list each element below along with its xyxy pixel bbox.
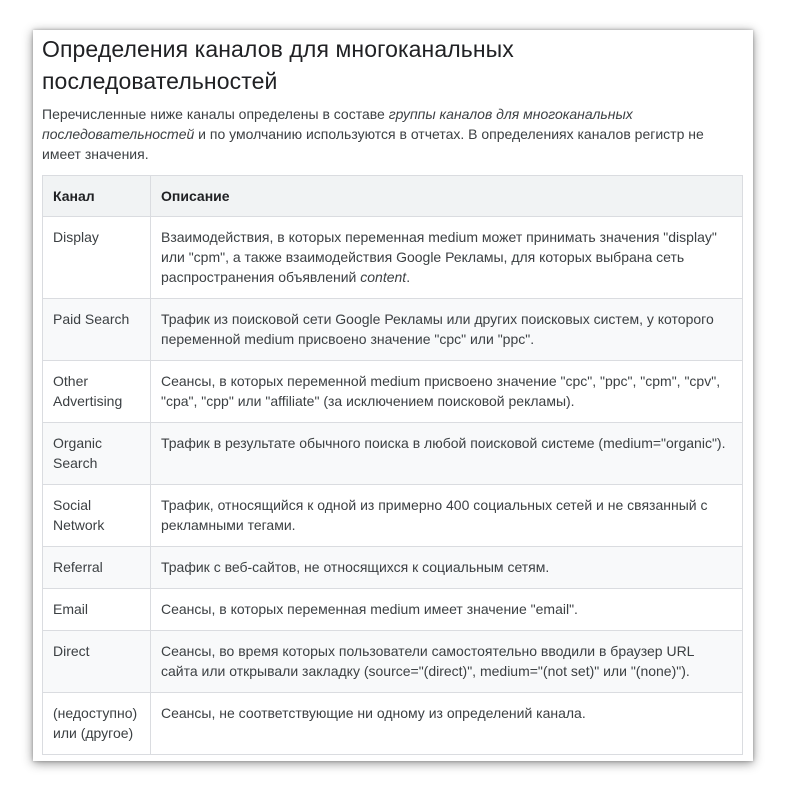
- header-channel: Канал: [43, 176, 151, 217]
- table-row: [43, 217, 743, 299]
- page-title: Определения каналов для многоканальных последовательностей: [42, 36, 514, 94]
- description-cell: Трафик с веб-сайтов, не относящихся к социальным сетям.: [151, 547, 743, 589]
- table-row: [43, 631, 743, 693]
- channel-cell: Referral: [43, 547, 151, 589]
- document-content: [42, 33, 744, 755]
- channel-cell: Direct: [43, 631, 151, 693]
- intro-text-end: и по умолчанию используются в отчетах. В определениях каналов регистр не имеет значения.: [42, 126, 704, 162]
- channel-cell: Paid Search: [43, 299, 151, 361]
- table-row: [43, 299, 743, 361]
- description-cell: Сеансы, во время которых пользователи самостоятельно вводили в браузер URL сайта или открывали закладку (source="(direct)", medium="(not set)" или "(none)").: [151, 631, 743, 693]
- table-row: [43, 693, 743, 755]
- document-card: [33, 30, 753, 761]
- description-cell: Сеансы, не соответствующие ни одному из определений канала.: [151, 693, 743, 755]
- description-cell: Трафик в результате обычного поиска в любой поисковой системе (medium="organic").: [151, 423, 743, 485]
- channel-cell: (недоступно) или (другое): [43, 693, 151, 755]
- description-cell: [151, 217, 743, 299]
- channel-cell: Display: [43, 217, 151, 299]
- table-row: [43, 589, 743, 631]
- header-description: Описание: [151, 176, 743, 217]
- description-cell: Сеансы, в которых переменная medium имеет значение "email".: [151, 589, 743, 631]
- table-row: [43, 485, 743, 547]
- table-row: [43, 547, 743, 589]
- description-emphasis: content: [360, 269, 407, 285]
- intro-paragraph: [42, 104, 744, 164]
- table-header-row: [43, 176, 743, 217]
- description-cell: Трафик, относящийся к одной из примерно 400 социальных сетей и не связанный с рекламными тегами.: [151, 485, 743, 547]
- description-text: Взаимодействия, в которых переменная medium может принимать значения "display" или "cpm", а также взаимодействия Google Рекламы, для которых выбрана сеть распространения объявлений: [161, 229, 717, 285]
- intro-link-text: группы каналов для многоканальных последовательностей: [42, 106, 633, 142]
- channel-cell: Social Network: [43, 485, 151, 547]
- channel-cell: Organic Search: [43, 423, 151, 485]
- description-cell: Сеансы, в которых переменной medium присвоено значение "cpc", "ppc", "cpm", "cpv", "cpa", "cpp" или "affiliate" (за исключением поисковой рекламы).: [151, 361, 743, 423]
- table-row: [43, 361, 743, 423]
- channel-cell: Other Advertising: [43, 361, 151, 423]
- intro-text-start: Перечисленные ниже каналы определены в составе: [42, 106, 389, 122]
- channels-table: [42, 175, 743, 755]
- channel-cell: Email: [43, 589, 151, 631]
- description-cell: Трафик из поисковой сети Google Рекламы или других поисковых систем, у которого переменной medium присвоено значение "cpc" или "ppc".: [151, 299, 743, 361]
- table-row: [43, 423, 743, 485]
- description-tail: .: [406, 269, 411, 285]
